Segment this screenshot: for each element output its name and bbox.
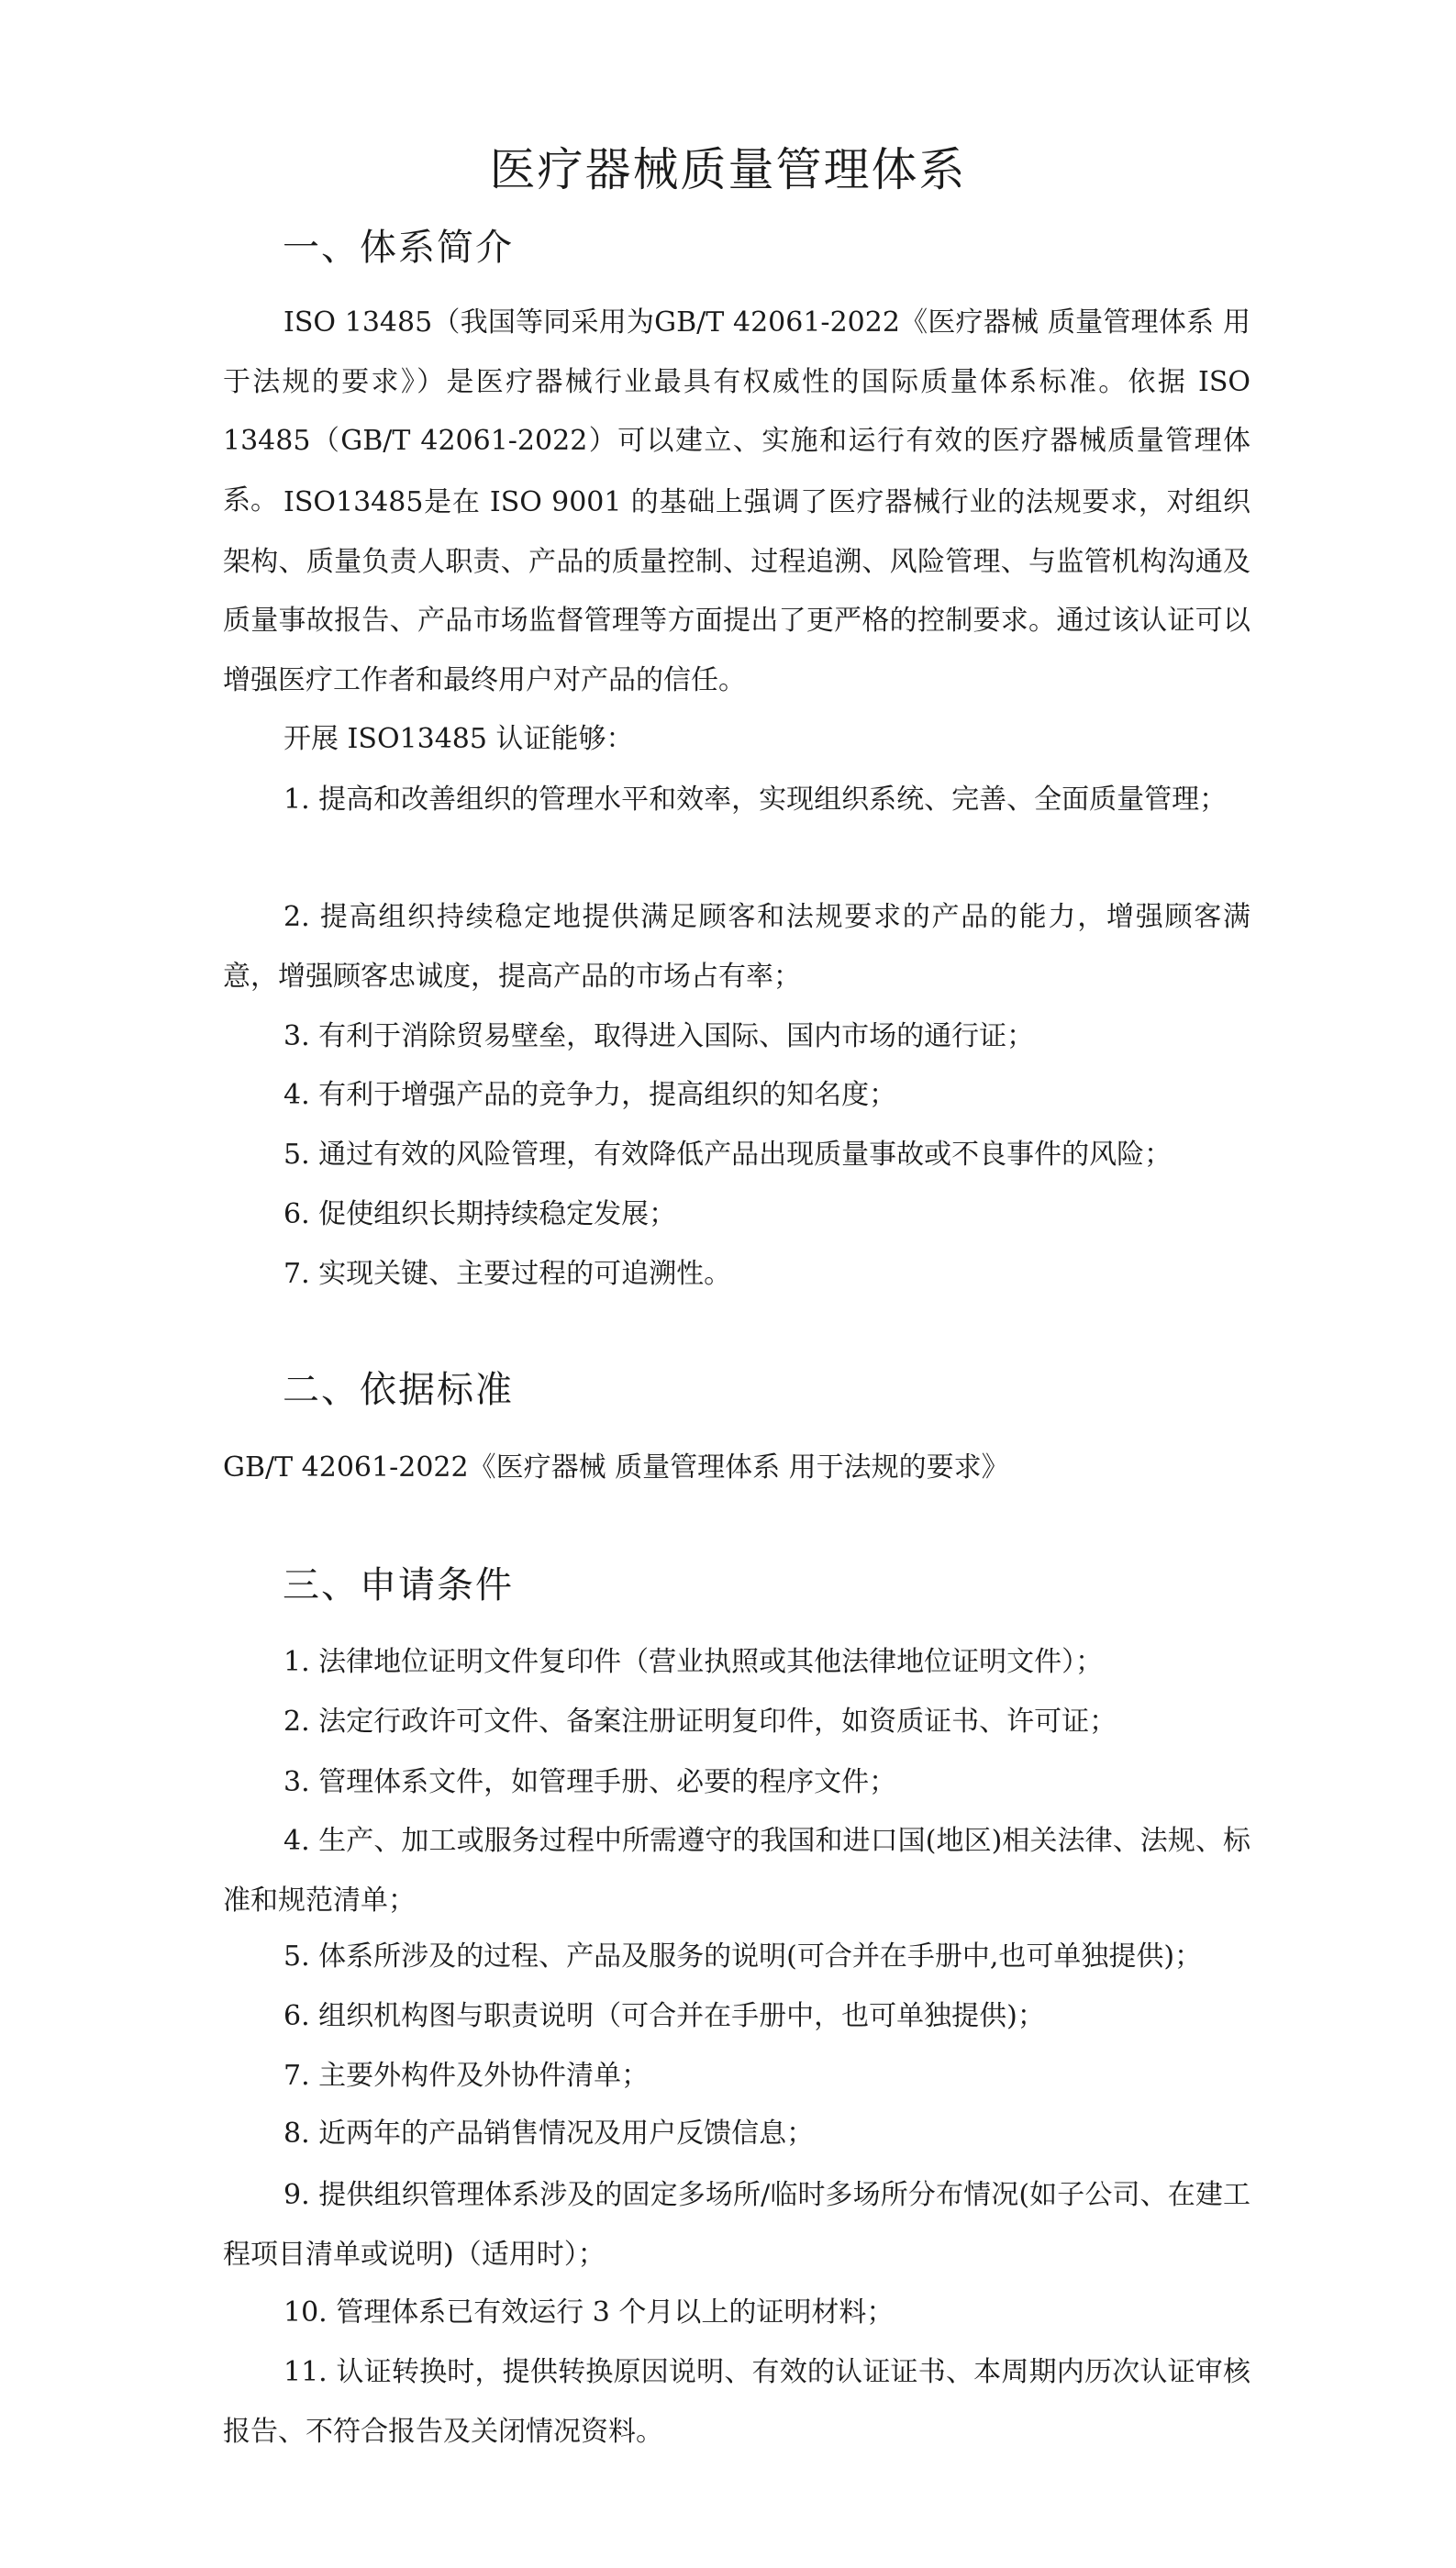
overview-paragraph-2: ISO13485是在 ISO 9001 的基础上强调了医疗器械行业的法规要求，对组织架构、质量负责人职责、产品的质量控制、过程追溯、风险管理、与监管机构沟通及质量事故报告、产品市场监督管理等方面提出了更严格的控制要求。通过该认证可以增强医疗工作者和最终用户对产品的信任。 — [223, 486, 1250, 696]
section-heading-overview: 一、体系简介 — [283, 227, 514, 269]
benefit-item: 6. 促使组织长期持续稳定发展； — [283, 1198, 677, 1230]
requirement-item: 10. 管理体系已有效运行 3 个月以上的证明材料； — [283, 2296, 895, 2329]
benefit-item: 4. 有利于增强产品的竞争力，提高组织的知名度； — [283, 1079, 897, 1111]
requirement-item: 3. 管理体系文件，如管理手册、必要的程序文件； — [283, 1766, 897, 1798]
benefit-item: 5. 通过有效的风险管理，有效降低产品出现质量事故或不良事件的风险； — [283, 1139, 1173, 1171]
requirement-item: 11. 认证转换时，提供转换原因说明、有效的认证证书、本周期内历次认证审核报告、不符合报告及关闭情况资料。 — [223, 2356, 1250, 2448]
benefit-item: 7. 实现关键、主要过程的可追溯性。 — [283, 1258, 732, 1290]
requirement-item: 2. 法定行政许可文件、备案注册证明复印件，如资质证书、许可证； — [283, 1706, 1117, 1738]
benefit-item: 3. 有利于消除贸易壁垒，取得进入国际、国内市场的通行证； — [283, 1020, 1035, 1052]
requirement-item: 7. 主要外构件及外协件清单； — [283, 2060, 650, 2092]
document-title: 医疗器械质量管理体系 — [489, 143, 967, 196]
overview-paragraph-1: ISO 13485（我国等同采用为GB/T 42061-2022《医疗器械 质量管理体系 用于法规的要求》）是医疗器械行业最具有权威性的国际质量体系标准。依据 ISO 13485（GB/T 42061-2022）可以建立、实施和运行有效的医疗器械质量管理体系。 — [223, 306, 1250, 517]
requirement-item: 4. 生产、加工或服务过程中所需遵守的我国和进口国(地区)相关法律、法规、标准和规范清单； — [223, 1825, 1250, 1917]
standard-reference: GB/T 42061-2022《医疗器械 质量管理体系 用于法规的要求》 — [223, 1451, 1009, 1484]
benefit-item: 1. 提高和改善组织的管理水平和效率，实现组织系统、完善、全面质量管理； — [283, 784, 1228, 816]
section-heading-standard: 二、依据标准 — [283, 1369, 514, 1411]
requirement-item: 8. 近两年的产品销售情况及用户反馈信息； — [283, 2118, 815, 2150]
requirement-item: 9. 提供组织管理体系涉及的固定多场所/临时多场所分布情况(如子公司、在建工程项目清单或说明)（适用时）； — [223, 2179, 1250, 2271]
requirement-item: 5. 体系所涉及的过程、产品及服务的说明(可合并在手册中,也可单独提供)； — [283, 1940, 1203, 1973]
section-heading-requirements: 三、申请条件 — [283, 1564, 514, 1606]
overview-benefits-intro: 开展 ISO13485 认证能够： — [283, 723, 634, 755]
requirement-item: 6. 组织机构图与职责说明（可合并在手册中，也可单独提供)； — [283, 2000, 1045, 2032]
benefit-item: 2. 提高组织持续稳定地提供满足顾客和法规要求的产品的能力，增强顾客满意，增强顾客忠诚度，提高产品的市场占有率； — [223, 901, 1250, 993]
requirement-item: 1. 法律地位证明文件复印件（营业执照或其他法律地位证明文件）； — [283, 1646, 1104, 1678]
